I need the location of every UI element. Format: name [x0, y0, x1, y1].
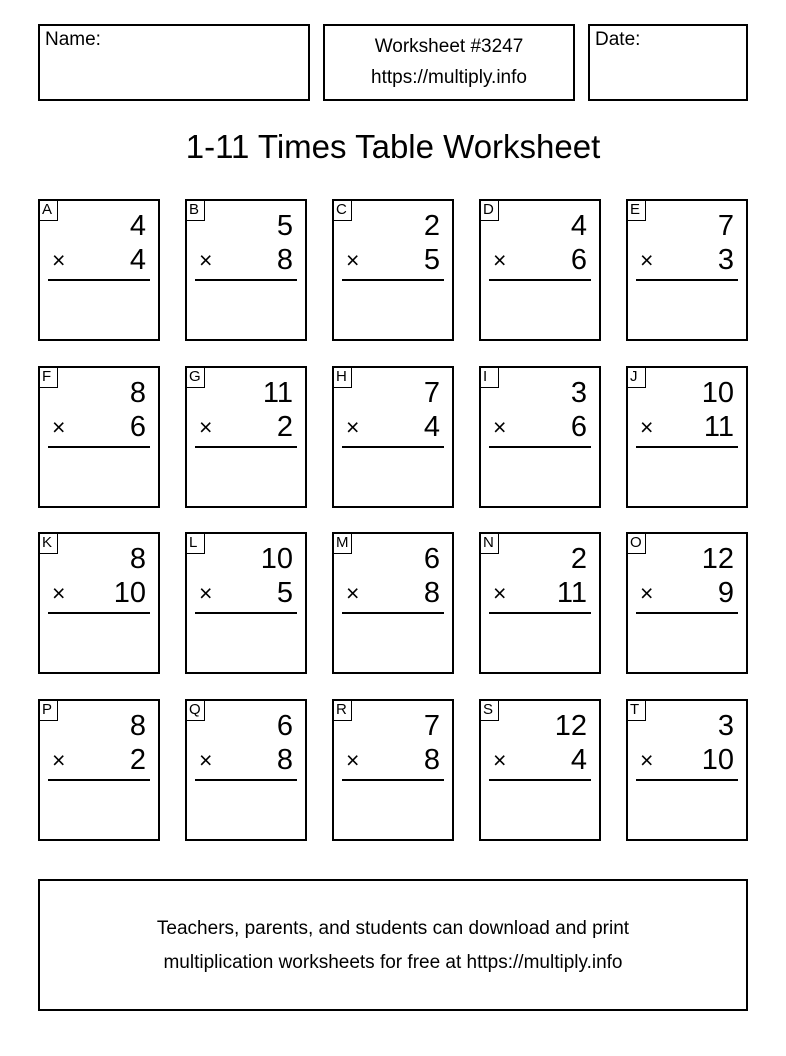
problem-letter: L [185, 532, 205, 554]
problem-card[interactable] [479, 366, 601, 508]
multiplicand: 2 [570, 543, 587, 575]
multiplier: 4 [129, 244, 146, 276]
multiplicand: 12 [554, 710, 587, 742]
problem-card[interactable] [38, 366, 160, 508]
answer-line [489, 612, 591, 614]
answer-line [48, 446, 150, 448]
multiply-sign: × [640, 747, 654, 773]
answer-line [342, 779, 444, 781]
date-label: Date: [595, 29, 641, 50]
problem-card[interactable] [332, 199, 454, 341]
answer-line [489, 446, 591, 448]
answer-line [195, 779, 297, 781]
problem-letter: G [185, 366, 205, 388]
multiplicand: 4 [570, 210, 587, 242]
multiplier: 8 [423, 577, 440, 609]
problem-letter: D [479, 199, 499, 221]
multiply-sign: × [199, 580, 213, 606]
multiplicand: 10 [701, 377, 734, 409]
worksheet-url: https://multiply.info [371, 67, 527, 88]
footer-box [38, 879, 748, 1011]
multiplier: 11 [556, 577, 587, 609]
answer-line [195, 279, 297, 281]
multiplier: 11 [703, 411, 734, 443]
problem-letter: P [38, 699, 58, 721]
multiplicand: 6 [423, 543, 440, 575]
multiplicand: 10 [260, 543, 293, 575]
multiplicand: 8 [129, 543, 146, 575]
multiplier: 10 [701, 744, 734, 776]
multiplier: 6 [570, 411, 587, 443]
problem-letter: B [185, 199, 205, 221]
answer-line [342, 612, 444, 614]
answer-line [636, 779, 738, 781]
footer-line-2: multiplication worksheets for free at https://multiply.info [163, 952, 623, 973]
multiply-sign: × [346, 247, 360, 273]
answer-line [48, 279, 150, 281]
multiplier: 8 [423, 744, 440, 776]
multiplier: 5 [423, 244, 440, 276]
multiply-sign: × [199, 247, 213, 273]
problem-card[interactable] [185, 366, 307, 508]
answer-line [636, 279, 738, 281]
multiplier: 2 [129, 744, 146, 776]
multiplicand: 3 [717, 710, 734, 742]
multiplier: 8 [276, 744, 293, 776]
problem-letter: E [626, 199, 646, 221]
multiplicand: 8 [129, 710, 146, 742]
answer-line [195, 612, 297, 614]
answer-line [48, 779, 150, 781]
footer-line-1: Teachers, parents, and students can download and print [156, 918, 630, 939]
answer-line [342, 446, 444, 448]
problem-letter: S [479, 699, 499, 721]
problem-letter: A [38, 199, 58, 221]
multiplicand: 11 [262, 377, 293, 409]
problem-letter: R [332, 699, 352, 721]
problem-card[interactable] [185, 199, 307, 341]
answer-line [489, 779, 591, 781]
multiplicand: 7 [423, 377, 440, 409]
multiply-sign: × [493, 414, 507, 440]
multiplier: 8 [276, 244, 293, 276]
multiply-sign: × [52, 580, 66, 606]
multiplier: 9 [717, 577, 734, 609]
multiplicand: 4 [129, 210, 146, 242]
name-field[interactable] [38, 24, 310, 101]
answer-line [636, 446, 738, 448]
problem-card[interactable] [479, 699, 601, 841]
problem-card[interactable] [626, 366, 748, 508]
multiply-sign: × [640, 580, 654, 606]
date-field[interactable] [588, 24, 748, 101]
multiplier: 3 [717, 244, 734, 276]
problem-letter: O [626, 532, 646, 554]
multiply-sign: × [52, 247, 66, 273]
multiplier: 2 [276, 411, 293, 443]
problem-letter: C [332, 199, 352, 221]
multiplier: 4 [423, 411, 440, 443]
multiplicand: 7 [717, 210, 734, 242]
problem-card[interactable] [185, 699, 307, 841]
answer-line [489, 279, 591, 281]
problem-card[interactable] [626, 532, 748, 674]
multiplicand: 5 [276, 210, 293, 242]
problem-letter: K [38, 532, 58, 554]
problem-letter: T [626, 699, 646, 721]
problem-letter: Q [185, 699, 205, 721]
problem-letter: J [626, 366, 646, 388]
page-title: 1-11 Times Table Worksheet [185, 128, 601, 165]
problem-letter: I [479, 366, 499, 388]
answer-line [195, 446, 297, 448]
worksheet-id: Worksheet #3247 [374, 36, 524, 57]
multiply-sign: × [52, 747, 66, 773]
worksheet-info-box [323, 24, 575, 101]
problem-letter: F [38, 366, 58, 388]
multiply-sign: × [640, 414, 654, 440]
multiplicand: 2 [423, 210, 440, 242]
multiply-sign: × [493, 247, 507, 273]
problem-letter: N [479, 532, 499, 554]
problem-card[interactable] [479, 532, 601, 674]
multiplicand: 8 [129, 377, 146, 409]
multiply-sign: × [346, 414, 360, 440]
multiplier: 6 [129, 411, 146, 443]
problem-card[interactable] [332, 699, 454, 841]
multiply-sign: × [199, 414, 213, 440]
problem-card[interactable] [38, 532, 160, 674]
multiplier: 6 [570, 244, 587, 276]
multiply-sign: × [640, 247, 654, 273]
multiplier: 4 [570, 744, 587, 776]
multiply-sign: × [346, 580, 360, 606]
name-label: Name: [45, 29, 101, 50]
multiplicand: 7 [423, 710, 440, 742]
multiply-sign: × [346, 747, 360, 773]
problem-card[interactable] [185, 532, 307, 674]
multiplier: 10 [113, 577, 146, 609]
multiply-sign: × [199, 747, 213, 773]
multiplicand: 3 [570, 377, 587, 409]
multiplicand: 6 [276, 710, 293, 742]
answer-line [636, 612, 738, 614]
problem-card[interactable] [626, 699, 748, 841]
problem-card[interactable] [479, 199, 601, 341]
problem-card[interactable] [38, 699, 160, 841]
problem-card[interactable] [626, 199, 748, 341]
answer-line [48, 612, 150, 614]
problem-letter: M [332, 532, 352, 554]
multiplicand: 12 [701, 543, 734, 575]
multiplier: 5 [276, 577, 293, 609]
problem-card[interactable] [332, 532, 454, 674]
answer-line [342, 279, 444, 281]
problem-card[interactable] [38, 199, 160, 341]
problem-letter: H [332, 366, 352, 388]
multiply-sign: × [493, 747, 507, 773]
problem-card[interactable] [332, 366, 454, 508]
multiply-sign: × [493, 580, 507, 606]
multiply-sign: × [52, 414, 66, 440]
